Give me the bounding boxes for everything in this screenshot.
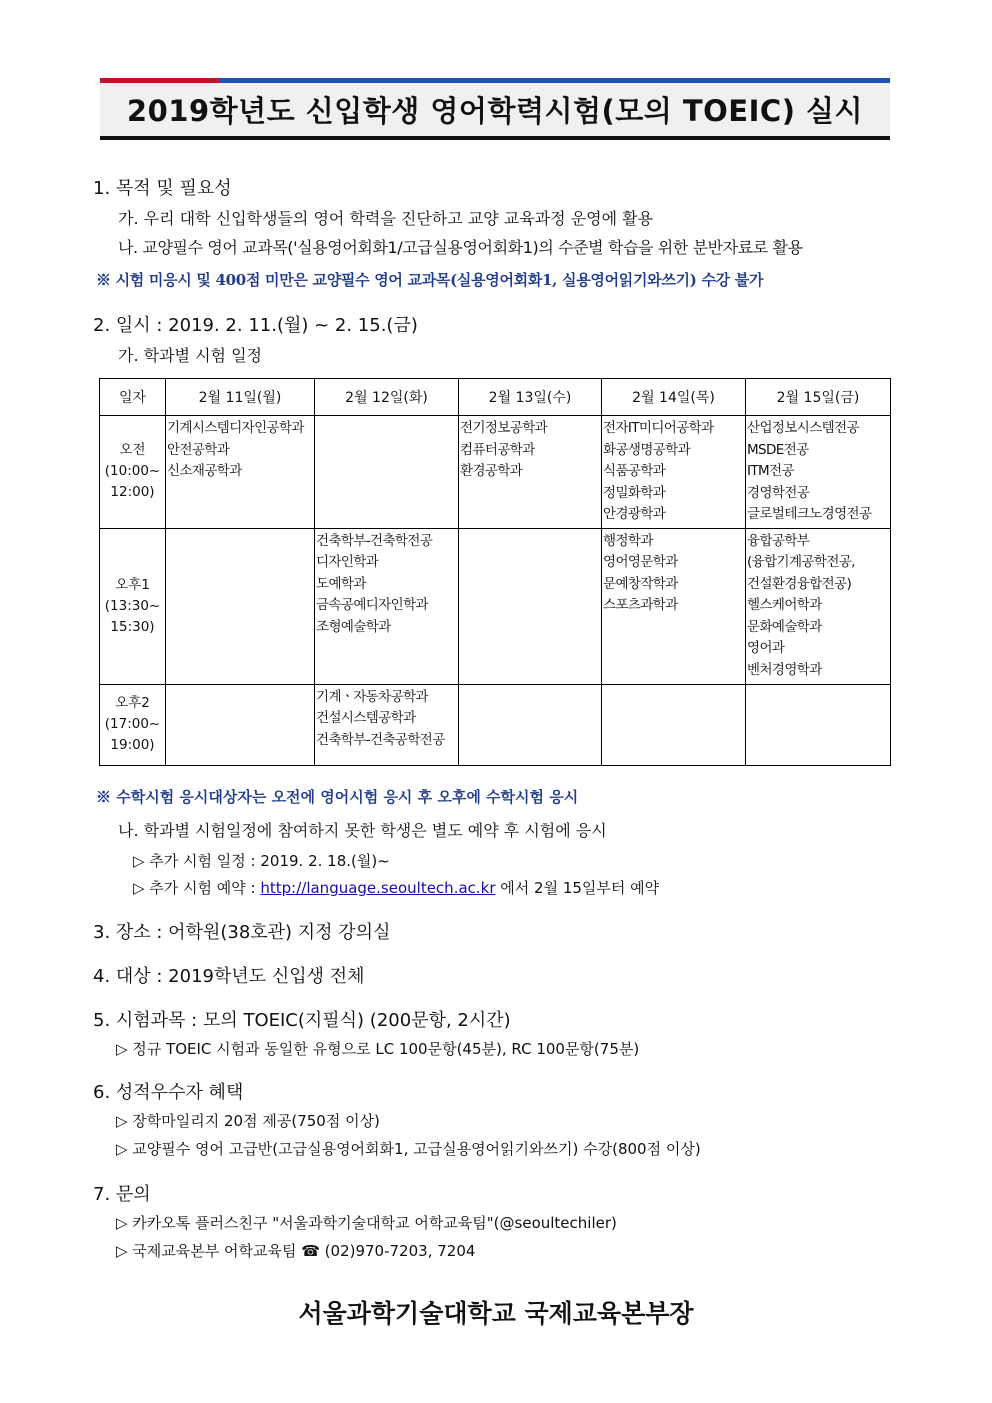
schedule-cell — [166, 684, 315, 765]
schedule-table — [99, 378, 891, 766]
department-name: 디자인학과 — [316, 554, 379, 570]
sec4-heading: 4. 대상 : 2019학년도 신입생 전체 — [93, 966, 365, 987]
schedule-cell — [315, 416, 459, 529]
sec7-item-b: ▷ 국제교육본부 어학교육팀 ☎ (02)970-7203, 7204 — [116, 1242, 476, 1260]
schedule-cell — [315, 684, 459, 765]
sec6-item-a: ▷ 장학마일리지 20점 제공(750점 이상) — [116, 1112, 380, 1130]
time-slot-line: 19:00) — [110, 737, 155, 753]
reserve-suffix: 에서 2월 15일부터 예약 — [495, 879, 660, 897]
department-name: 벤처경영학과 — [747, 661, 822, 678]
time-slot-line: 15:30) — [110, 618, 155, 635]
time-slot-cell — [100, 684, 166, 765]
time-slot-line: (10:00~ — [104, 463, 161, 480]
sec6-heading: 6. 성적우수자 혜택 — [93, 1082, 244, 1103]
time-slot-line: 오후1 — [115, 576, 150, 593]
department-name: 기계시스템디자인공학과 — [167, 420, 304, 436]
schedule-cell — [746, 528, 891, 684]
page-title: 2019학년도 신입학생 영어학력시험(모의 TOEIC) 실시 — [126, 94, 864, 128]
department-name: 헬스케어학과 — [747, 597, 822, 613]
footer-signature: 서울과학기술대학교 국제교육본부장 — [298, 1299, 694, 1328]
department-name: 건설환경융합전공) — [747, 575, 852, 592]
sec5-item-a: ▷ 정규 TOEIC 시험과 동일한 유형으로 LC 100문항(45분), RC 100문항(75분) — [116, 1040, 640, 1058]
sec1-heading: 1. 목적 및 필요성 — [93, 178, 232, 199]
header-day-2: 2월 12일(화) — [315, 379, 459, 416]
department-name: 산업정보시스템전공 — [747, 420, 859, 436]
department-name: (융합기계공학전공, — [747, 554, 855, 570]
department-name: 영어영문학과 — [603, 554, 678, 570]
header-day-1: 2월 11일(월) — [166, 379, 315, 416]
header-day-3: 2월 13일(수) — [459, 379, 602, 416]
sec2-heading: 2. 일시 : 2019. 2. 11.(월) ~ 2. 15.(금) — [93, 315, 418, 336]
time-slot-line: 오전 — [119, 442, 146, 459]
sec7-heading: 7. 문의 — [93, 1184, 151, 1205]
header-day-5: 2월 15일(금) — [746, 379, 891, 416]
schedule-cell — [602, 684, 746, 765]
department-name: MSDE전공 — [747, 441, 809, 458]
sec7-item-a: ▷ 카카오톡 플러스친구 "서울과학기술대학교 어학교육팀"(@seoultechiler) — [116, 1214, 617, 1232]
department-name: 건설시스템공학과 — [316, 710, 416, 726]
schedule-row — [100, 528, 891, 684]
time-slot-line: 12:00) — [110, 484, 155, 501]
schedule-header-row — [100, 379, 891, 416]
department-name: 환경공학과 — [460, 463, 523, 479]
schedule-cell — [602, 416, 746, 529]
department-name: ITM전공 — [747, 463, 794, 479]
sec6-item-b: ▷ 교양필수 영어 고급반(고급실용영어회화1, 고급실용영어읽기와쓰기) 수강(800점 이상) — [116, 1140, 701, 1158]
schedule-row — [100, 416, 891, 529]
header-date: 일자 — [100, 379, 166, 416]
sec2-extra-date: ▷ 추가 시험 일정 : 2019. 2. 18.(월)~ — [133, 852, 390, 870]
schedule-cell — [166, 528, 315, 684]
schedule-cell — [315, 528, 459, 684]
department-name: 정밀화학과 — [603, 484, 666, 501]
sec5-heading: 5. 시험과목 : 모의 TOEIC(지필식) (200문항, 2시간) — [93, 1010, 511, 1031]
department-name: 문예창작학과 — [603, 575, 678, 592]
department-name: 도예학과 — [316, 575, 366, 592]
time-slot-line: (13:30~ — [104, 597, 161, 614]
schedule-cell — [746, 684, 891, 765]
department-name: 문화예술학과 — [747, 618, 822, 635]
department-name: 전기정보공학과 — [460, 420, 548, 436]
department-name: 안전공학과 — [167, 441, 230, 458]
department-name: 식품공학과 — [603, 463, 666, 479]
sec2-item-b: 나. 학과별 시험일정에 참여하지 못한 학생은 별도 예약 후 시험에 응시 — [118, 821, 607, 840]
department-name: 스포츠과학과 — [603, 597, 678, 613]
department-name: 기계ㆍ자동차공학과 — [316, 688, 428, 705]
schedule-cell — [459, 684, 602, 765]
department-name: 조형예술학과 — [316, 618, 391, 635]
schedule-row — [100, 684, 891, 765]
schedule-cell — [746, 416, 891, 529]
department-name: 화공생명공학과 — [603, 441, 691, 458]
header-day-4: 2월 14일(목) — [602, 379, 746, 416]
sec1-item-b: 나. 교양필수 영어 교과목('실용영어회화1/고급실용영어회화1)의 수준별 학습을 위한 분반자료로 활용 — [118, 238, 803, 257]
sec2-extra-reserve — [133, 877, 659, 898]
sec1-item-a: 가. 우리 대학 신입학생들의 영어 학력을 진단하고 교양 교육과정 운영에 활용 — [118, 209, 654, 228]
department-name: 전자IT미디어공학과 — [603, 420, 714, 436]
time-slot-cell — [100, 416, 166, 529]
department-name: 글로벌테크노경영전공 — [747, 506, 872, 522]
schedule-cell — [166, 416, 315, 529]
reserve-link[interactable]: http://language.seoultech.ac.kr — [260, 879, 496, 897]
schedule-cell — [459, 528, 602, 684]
schedule-cell — [459, 416, 602, 529]
department-name: 행정학과 — [603, 532, 653, 549]
time-slot-line: (17:00~ — [104, 716, 161, 732]
sec1-note: ※ 시험 미응시 및 400점 미만은 교양필수 영어 교과목(실용영어회화1, 실용영어읽기와쓰기) 수강 불가 — [96, 271, 764, 289]
time-slot-cell — [100, 528, 166, 684]
department-name: 금속공예디자인학과 — [316, 597, 428, 613]
department-name: 건축학부-건축학전공 — [316, 532, 433, 549]
time-slot-line: 오후2 — [115, 695, 150, 711]
reserve-prefix: ▷ 추가 시험 예약 : — [133, 879, 261, 897]
department-name: 건축학부-건축공학전공 — [316, 731, 445, 748]
department-name: 컴퓨터공학과 — [460, 441, 535, 458]
department-name: 안경광학과 — [603, 506, 666, 522]
sec3-heading: 3. 장소 : 어학원(38호관) 지정 강의실 — [93, 922, 391, 943]
department-name: 경영학전공 — [747, 484, 810, 501]
department-name: 신소재공학과 — [167, 463, 242, 479]
department-name: 융합공학부 — [747, 532, 810, 549]
department-name: 영어과 — [747, 640, 785, 656]
sec2-item-a: 가. 학과별 시험 일정 — [118, 346, 262, 365]
title-box — [100, 83, 890, 140]
schedule-cell — [602, 528, 746, 684]
sec2-note: ※ 수학시험 응시대상자는 오전에 영어시험 응시 후 오후에 수학시험 응시 — [96, 788, 579, 806]
